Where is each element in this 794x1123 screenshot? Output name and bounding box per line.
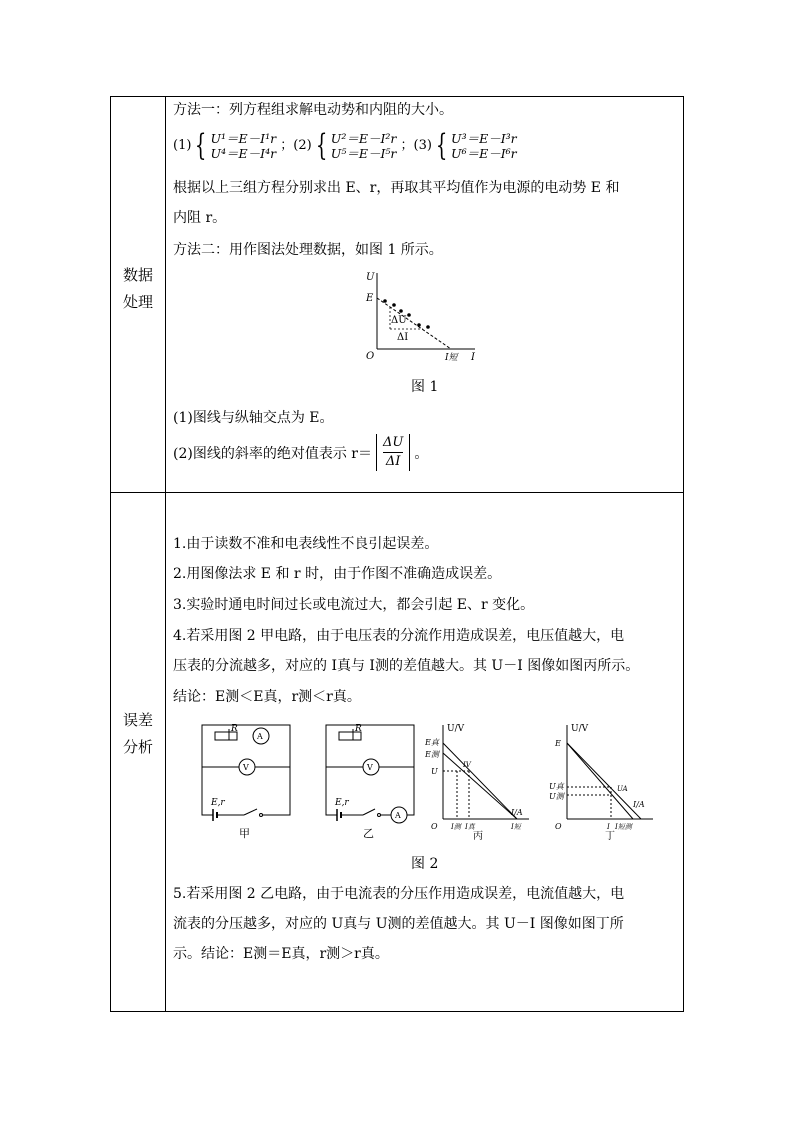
eq: U⁴＝E－I⁴r bbox=[210, 145, 277, 161]
circuit-caption: 甲 bbox=[239, 827, 250, 840]
v-label: V bbox=[243, 763, 249, 772]
e-meas-label: E测 bbox=[425, 750, 439, 759]
origin-label: O bbox=[366, 351, 375, 361]
error-item4-line2: 压表的分流越多，对应的 I真与 I测的差值越大。其 U－I 图像如图丙所示。 bbox=[173, 658, 640, 674]
error-item5-line2: 流表的分压越多，对应的 U真与 U测的差值越大。其 U－I 图像如图丁所 bbox=[173, 916, 624, 932]
measured-line bbox=[443, 753, 517, 819]
sys1 bbox=[211, 131, 277, 161]
row-divider bbox=[111, 492, 683, 493]
axis-label-i: I bbox=[471, 352, 475, 361]
circuit-jia bbox=[199, 717, 299, 842]
sys2 bbox=[331, 131, 397, 161]
error-item3: 3.实验时通电时间过长或电流过大，都会引起 E、r 变化。 bbox=[173, 597, 535, 613]
true-line bbox=[567, 743, 641, 819]
delta-i-label: ΔI bbox=[397, 332, 409, 343]
equation-systems bbox=[173, 128, 517, 163]
true-line bbox=[443, 743, 517, 819]
i-short-label: I短测 bbox=[615, 823, 632, 831]
figure2-caption: 图 2 bbox=[411, 856, 439, 872]
row-label-line: 误差 bbox=[122, 711, 153, 729]
method1-text: 方法一：列方程组求解电动势和内阻的大小。 bbox=[173, 102, 453, 118]
graph-ding bbox=[549, 717, 659, 845]
brace-icon: { bbox=[195, 128, 207, 163]
row-label-error-analysis bbox=[111, 707, 165, 761]
fit-line bbox=[377, 298, 451, 349]
o-label: O bbox=[555, 822, 562, 831]
method2-text: 方法二：用作图法处理数据，如图 1 所示。 bbox=[173, 242, 443, 258]
error-item4-line3: 结论：E测＜E真，r测＜r真。 bbox=[173, 689, 361, 705]
row-label-line: 数据 bbox=[122, 266, 153, 284]
a-label: A bbox=[395, 811, 401, 820]
eq: U⁵＝E－I⁵r bbox=[330, 145, 397, 161]
content-table bbox=[110, 96, 684, 1012]
error-item4-line1: 4.若采用图 2 甲电路，由于电压表的分流作用造成误差，电压值越大，电 bbox=[173, 628, 625, 644]
uv-label: U/V bbox=[447, 724, 465, 734]
eq: U²＝E－I²r bbox=[330, 130, 397, 146]
brace-icon: { bbox=[315, 128, 327, 163]
eq: U⁶＝E－I⁶r bbox=[451, 145, 517, 161]
graph-bing bbox=[425, 717, 535, 845]
graph-caption: 丁 bbox=[605, 831, 615, 842]
error-item2: 2.用图像法求 E 和 r 时，由于作图不准确造成误差。 bbox=[173, 566, 502, 582]
r-label: R bbox=[355, 724, 362, 734]
point1-text: (1)图线与纵轴交点为 E。 bbox=[173, 410, 334, 426]
i-label: I bbox=[607, 823, 610, 831]
e-label: E bbox=[366, 293, 374, 304]
iv-label: IV bbox=[463, 761, 471, 769]
i-meas-label: I测 bbox=[451, 823, 461, 831]
e-label: E bbox=[555, 739, 561, 748]
sys3-label: ；(3) bbox=[400, 138, 432, 153]
graph-caption: 丙 bbox=[473, 831, 483, 842]
fraction-numerator: ΔU bbox=[383, 434, 403, 453]
ia-label: I/A bbox=[633, 800, 645, 809]
point2-suffix: 。 bbox=[414, 445, 429, 462]
eq: U¹＝E－I¹r bbox=[210, 130, 277, 146]
axis-label-u: U bbox=[366, 272, 375, 283]
er-label: E,r bbox=[211, 798, 225, 808]
ishort-label: I短 bbox=[445, 353, 458, 361]
delta-u-label: ΔU bbox=[391, 315, 407, 326]
er-label: E,r bbox=[335, 798, 349, 808]
data-point bbox=[417, 323, 421, 327]
data-point bbox=[399, 309, 403, 313]
v-label: V bbox=[367, 763, 373, 772]
eq: U³＝E－I³r bbox=[451, 130, 517, 146]
circuit-yi bbox=[323, 717, 423, 842]
ua-label: UA bbox=[617, 785, 628, 793]
u-meas-label: U测 bbox=[549, 792, 564, 801]
column-divider bbox=[165, 97, 166, 1011]
figure1-ui-graph bbox=[363, 269, 483, 361]
method1-conclusion-line2: 内阻 r。 bbox=[173, 210, 227, 226]
sys3 bbox=[451, 131, 517, 161]
row-label-line: 处理 bbox=[122, 293, 153, 311]
point2-text bbox=[173, 434, 428, 471]
uv-label: U/V bbox=[571, 724, 589, 734]
point2-prefix: (2)图线的斜率的绝对值表示 r＝ bbox=[173, 445, 372, 462]
data-point bbox=[383, 299, 387, 303]
i-short-label: I短 bbox=[511, 823, 521, 831]
a-label: A bbox=[257, 732, 263, 741]
u-label: U bbox=[431, 767, 438, 776]
u-true-label: U真 bbox=[549, 782, 564, 791]
brace-icon: { bbox=[435, 128, 448, 163]
measured-line bbox=[567, 743, 633, 819]
figure1-caption: 图 1 bbox=[411, 379, 439, 395]
sys1-label: (1) bbox=[173, 138, 192, 153]
row-label-data-processing bbox=[111, 262, 165, 316]
error-item1: 1.由于读数不准和电表线性不良引起误差。 bbox=[173, 536, 439, 552]
r-label: R bbox=[231, 724, 238, 734]
ia-label: I/A bbox=[511, 808, 523, 817]
sys2-label: ；(2) bbox=[280, 138, 312, 153]
error-item5-line3: 示。结论：E测＝E真，r测＞r真。 bbox=[173, 946, 389, 962]
i-true-label: I真 bbox=[465, 823, 475, 831]
fraction-denominator: ΔI bbox=[385, 454, 401, 469]
abs-fraction bbox=[376, 434, 410, 471]
data-point bbox=[407, 313, 411, 317]
e-true-label: E真 bbox=[425, 738, 439, 747]
data-point bbox=[392, 303, 396, 307]
row-label-line: 分析 bbox=[122, 738, 153, 756]
error-item5-line1: 5.若采用图 2 乙电路，由于电流表的分压作用造成误差，电流值越大，电 bbox=[173, 886, 625, 902]
data-point bbox=[426, 325, 430, 329]
method1-conclusion-line1: 根据以上三组方程分别求出 E、r，再取其平均值作为电源的电动势 E 和 bbox=[173, 180, 620, 196]
o-label: O bbox=[431, 822, 438, 831]
circuit-caption: 乙 bbox=[363, 827, 374, 840]
